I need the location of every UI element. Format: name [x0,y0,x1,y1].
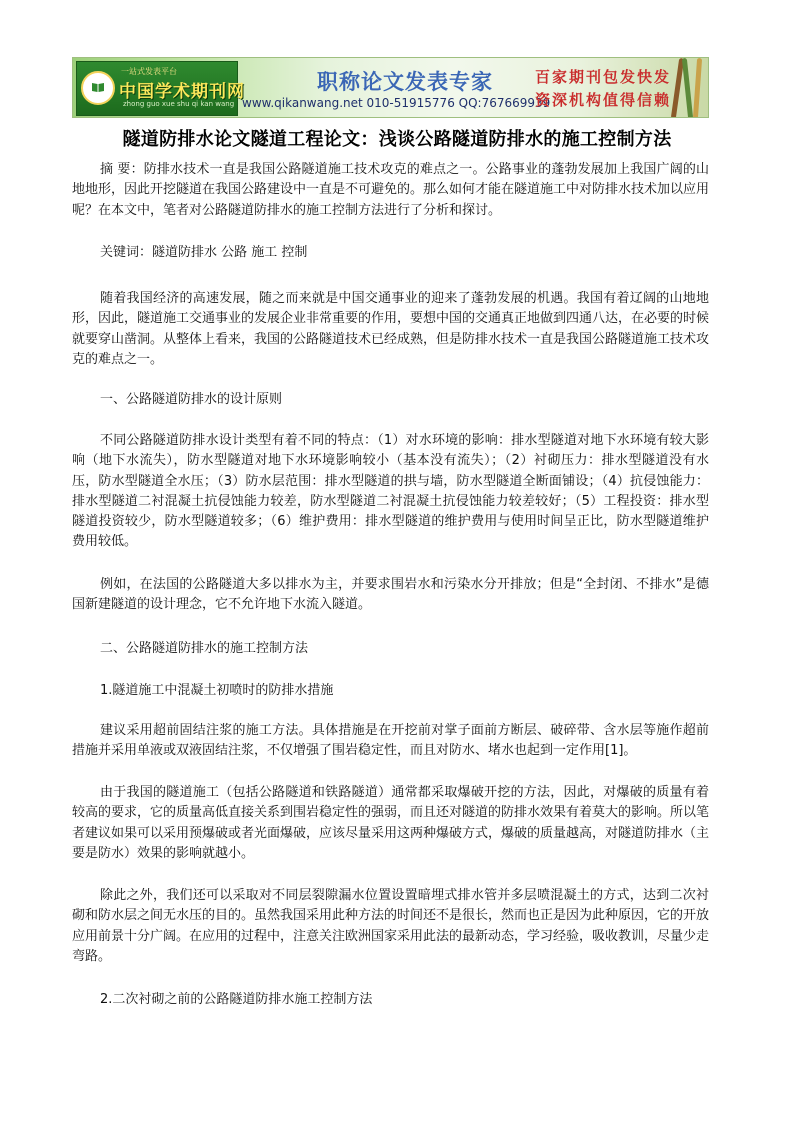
subsection-heading-1: 1.隧道施工中混凝土初喷时的防排水措施 [100,683,334,698]
site-logo[interactable] [76,61,245,116]
section2-paragraph-3: 除此之外，我们还可以采取对不同层裂隙漏水位置设置暗埋式排水管并多层喷混凝土的方式，达到二次衬砌和防水层之间无水压的目的。虽然我国采用此种方法的时间还不是很长，然而也正是因为此种原因，它的开放应用前景十分广阔。在应用的过程中，注意关注欧洲国家采用此法的最新动态，学习经验，吸收教训，尽量少走弯路。 [72,888,710,964]
intro-paragraph: 随着我国经济的高速发展，随之而来就是中国交通事业的迎来了蓬勃发展的机遇。我国有着辽阔的山地地形，因此，隧道施工交通事业的发展企业非常重要的作用，要想中国的交通真正地做到四通八达，在必要的时候就要穿山凿洞。从整体上看来，我国的公路隧道技术已经成熟，但是防排水技术一直是我国公路隧道施工技术攻克的难点之一。 [72,291,710,367]
abstract-paragraph: 摘 要：防排水技术一直是我国公路隧道施工技术攻克的难点之一。公路事业的蓬勃发展加上我国广阔的山地地形，因此开挖隧道在我国公路建设中一直是不可避免的。那么如何才能在隧道施工中对防排水技术加以应用呢？在本文中，笔者对公路隧道防排水的施工控制方法进行了分析和探讨。 [72,162,710,218]
logo-name: 中国学术期刊网 [119,82,245,102]
subsection-heading-2: 2.二次衬砌之前的公路隧道防排水施工控制方法 [100,992,373,1007]
section1-paragraph-1: 不同公路隧道防排水设计类型有着不同的特点：（1）对水环境的影响：排水型隧道对地下水环境有较大影响（地下水流失），防水型隧道对地下水环境影响较小（基本没有流失）；（2）衬砌压力：排水型隧道没有水压，防水型隧道全水压；（3）防水层范围：排水型隧道的拱与墙，防水型隧道全断面铺设；（4）抗侵蚀能力：排水型隧道二衬混凝土抗侵蚀能力较差，防水型隧道二衬混凝土抗侵蚀能力较差较好；（5）工程投资：排水型隧道投资较少，防水型隧道较多；（6）维护费用：排水型隧道的维护费用与使用时间呈正比，防水型隧道维护费用较低。 [72,433,709,550]
banner-side-line-2: 资深机构值得信赖 [535,91,672,109]
logo-emblem-icon [81,71,115,105]
section2-paragraph-2: 由于我国的隧道施工（包括公路隧道和铁路隧道）通常都采取爆破开挖的方法，因此，对爆破的质量有着较高的要求，它的质量高低直接关系到围岩稳定性的强弱，而且还对隧道的防排水效果有着莫大的影响。所以笔者建议如果可以采用预爆破或者光面爆破，应该尽量采用这两种爆破方式，爆破的质量越高，对隧道防排水（主要是防水）效果的影响就越小。 [72,785,710,861]
book-icon [91,82,105,93]
header-banner [72,57,709,118]
section2-paragraph-1: 建议采用超前固结注浆的施工方法。具体措施是在开挖前对掌子面前方断层、破碎带、含水层等施作超前措施并采用单液或双液固结注浆，不仅增强了围岩稳定性，而且对防水、堵水也起到一定作用[1]。 [72,723,709,759]
brush-decoration [693,58,702,118]
banner-contact[interactable]: www.qikanwang.net 010-51915776 QQ:767669939 [242,96,551,110]
banner-slogan: 职称论文发表专家 [317,70,493,94]
section-heading-2: 二、公路隧道防排水的施工控制方法 [100,641,309,656]
section1-paragraph-2: 例如，在法国的公路隧道大多以排水为主，并要求围岩水和污染水分开排放；但是“全封闭、不排水”是德国新建隧道的设计理念，它不允许地下水流入隧道。 [72,577,709,613]
banner-side-line-1: 百家期刊包发快发 [535,68,672,86]
keywords-line: 关键词：隧道防排水 公路 施工 控制 [100,245,308,260]
logo-pinyin: zhong guo xue shu qi kan wang [123,100,235,108]
brush-decoration [682,58,693,118]
article-title: 隧道防排水论文隧道工程论文：浅谈公路隧道防排水的施工控制方法 [122,129,672,150]
logo-tagline: 一站式发表平台 [121,67,177,76]
section-heading-1: 一、公路隧道防排水的设计原则 [100,392,283,407]
